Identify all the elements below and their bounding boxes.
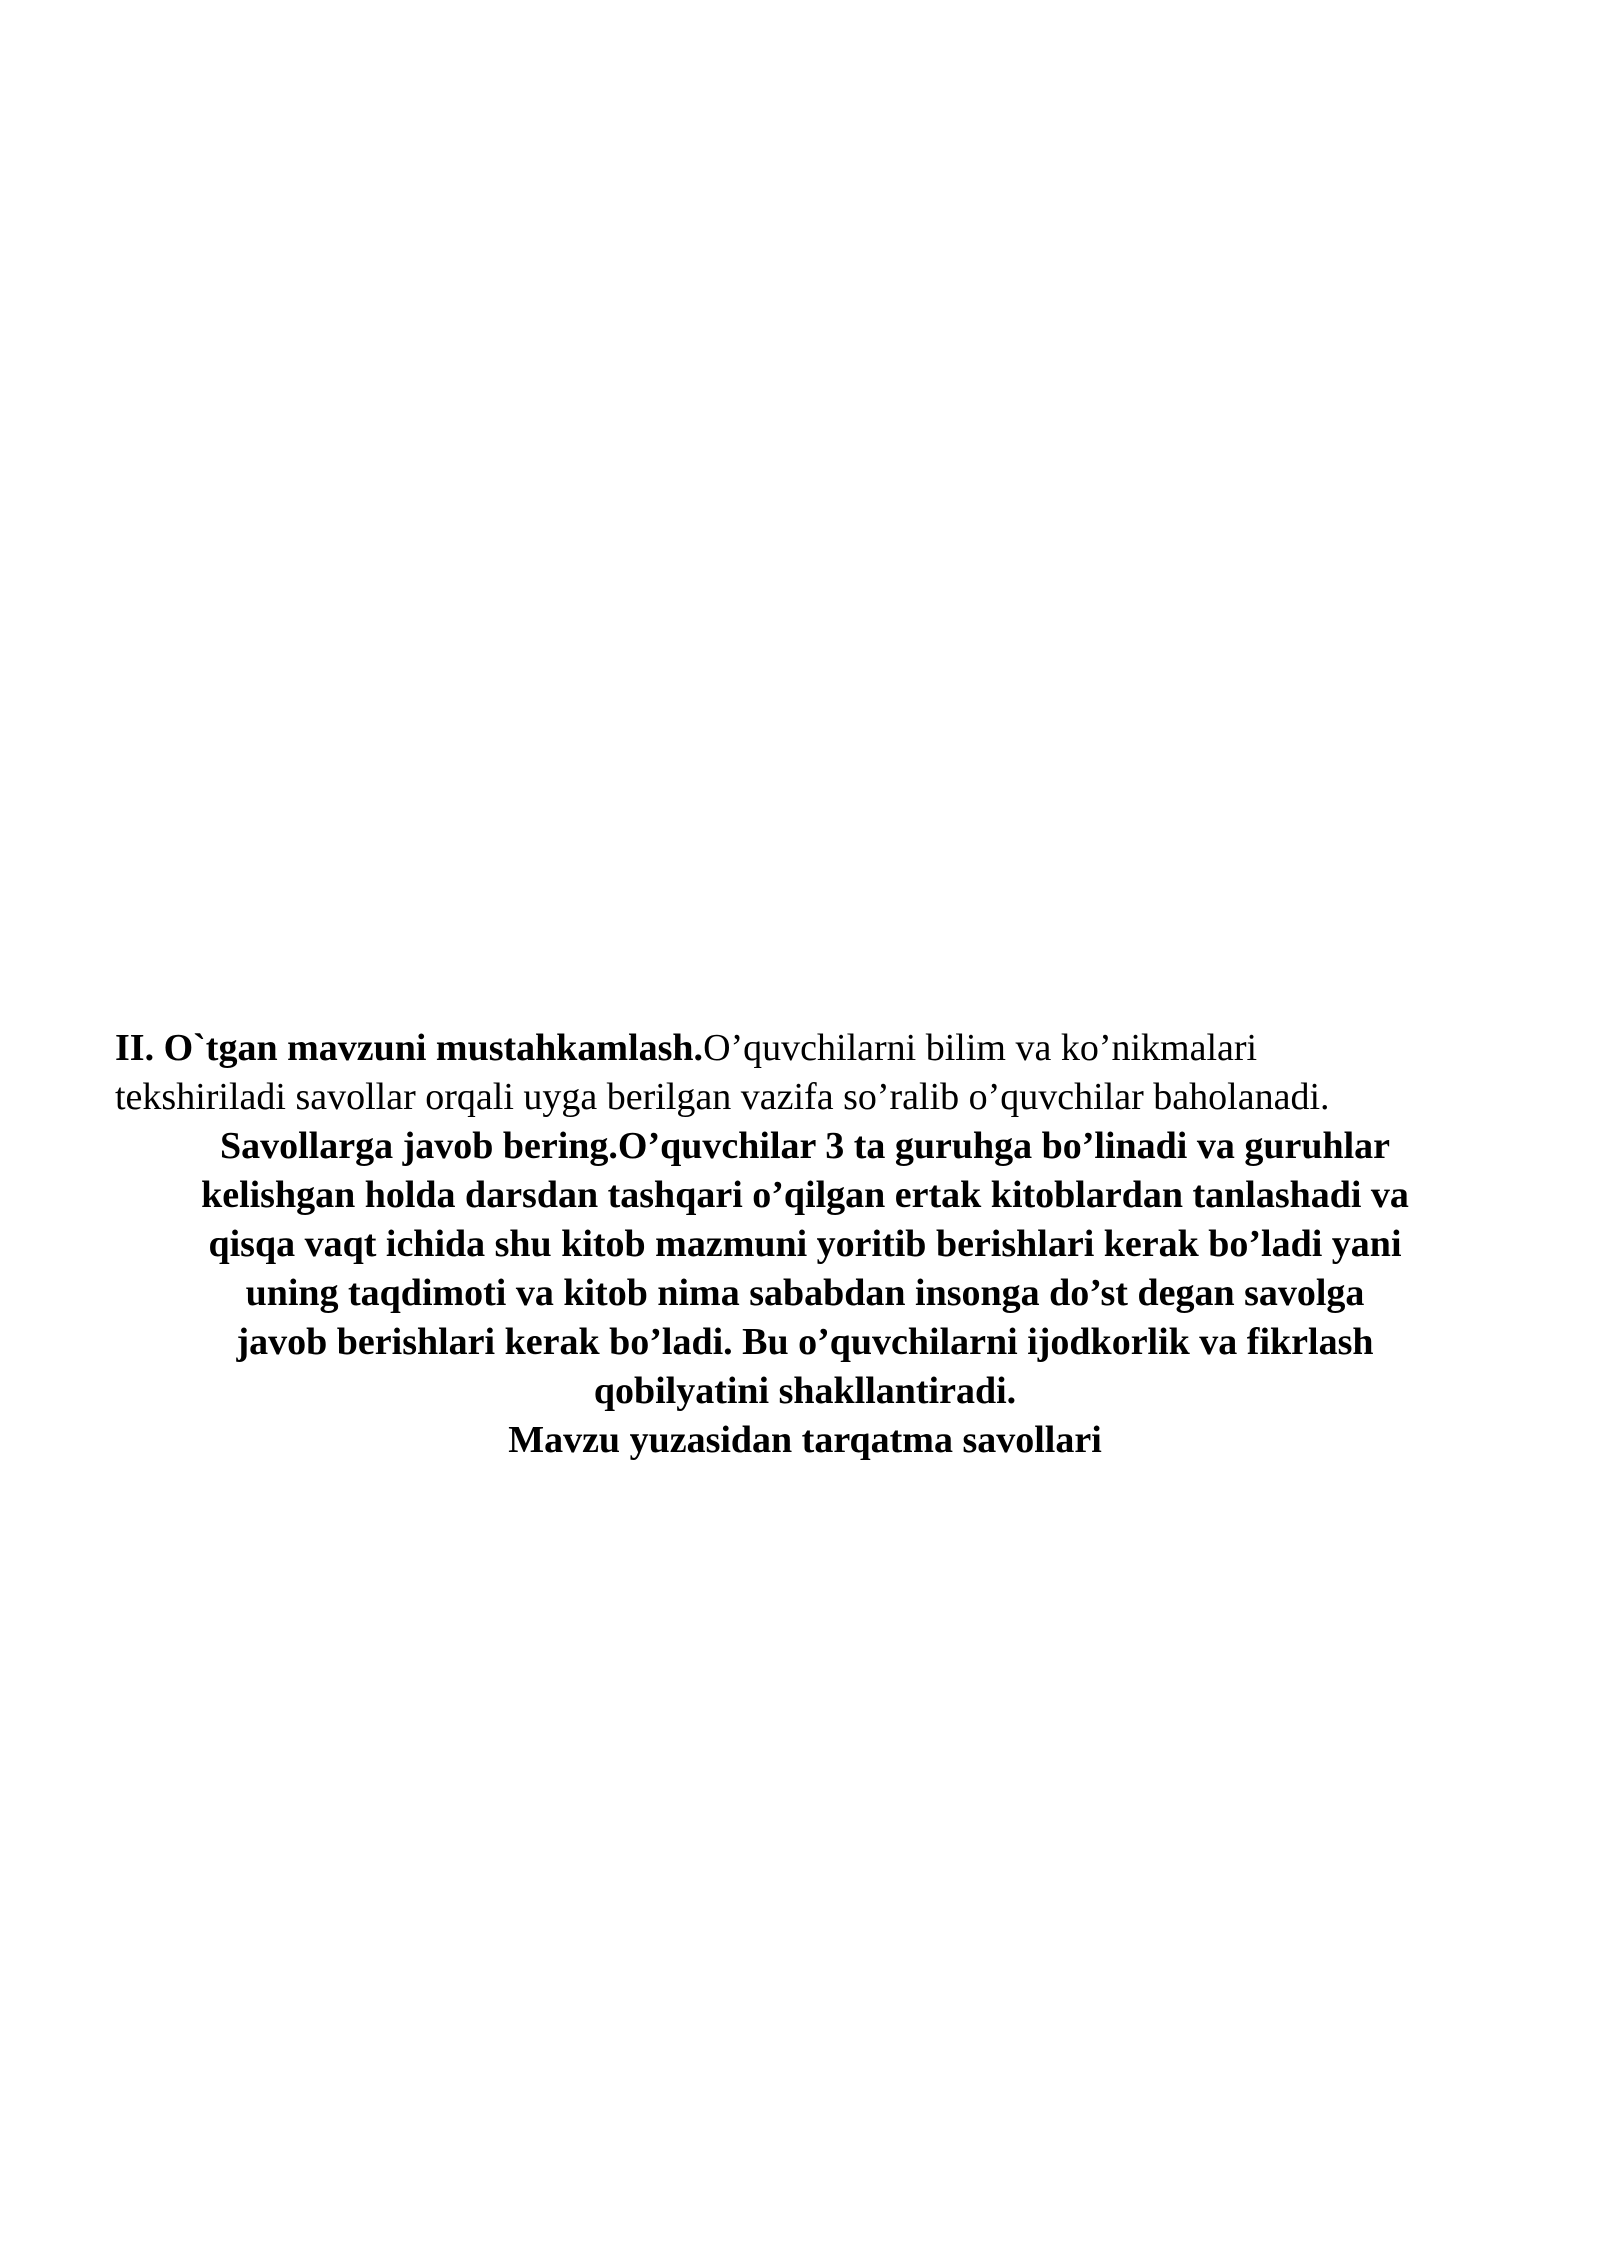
task-line: Savollarga javob bering.O’quvchilar 3 ta guruhga bo’linadi va guruhlar [219, 1125, 1391, 1167]
task-line: javob berishlari kerak bo’ladi. Bu o’quvchilarni ijodkorlik va fikrlash [236, 1321, 1374, 1363]
task-line: qisqa vaqt ichida shu kitob mazmuni yoritib berishlari kerak bo’ladi yani [208, 1223, 1402, 1265]
section-paragraph [115, 1024, 1435, 1122]
section-heading: II. O`tgan mavzuni mustahkamlash. [115, 1027, 704, 1069]
task-line: uning taqdimoti va kitob nima sababdan insonga do’st degan savolga [245, 1272, 1365, 1314]
task-paragraph [115, 1122, 1495, 1416]
document-body [115, 1024, 1495, 1465]
section-intro-text: O’quvchilarni bilim va ko’nikmalari tekshiriladi savollar orqali uyga berilgan vazifa so’ralib o’quvchilar baholanadi. [115, 1027, 1330, 1118]
handout-title: Mavzu yuzasidan tarqatma savollari [508, 1419, 1102, 1461]
task-line: kelishgan holda darsdan tashqari o’qilgan ertak kitoblardan tanlashadi va [201, 1174, 1409, 1216]
task-line: qobilyatini shakllantiradi. [593, 1370, 1017, 1412]
